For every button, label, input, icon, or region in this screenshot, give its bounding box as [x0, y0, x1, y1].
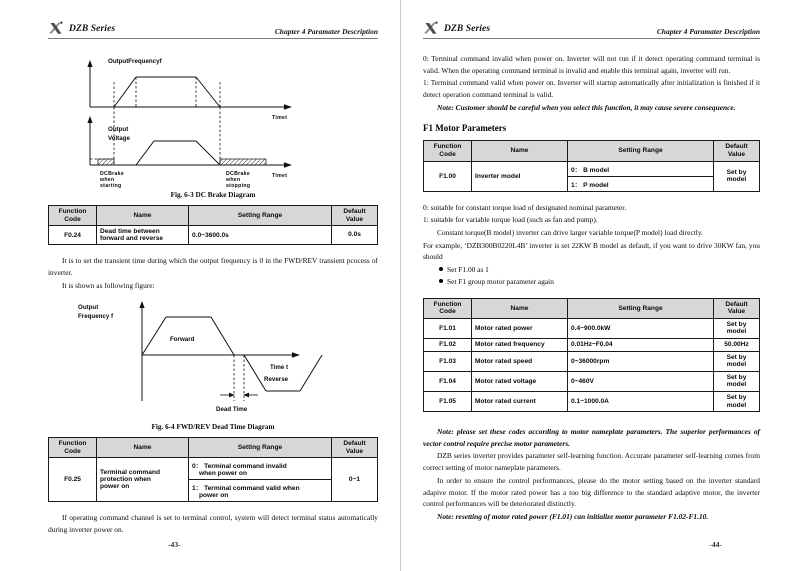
label-brake-stop-3: stopping: [226, 183, 251, 189]
cell-range: 0.1~1000.0A: [568, 391, 714, 411]
cell-name: [97, 226, 189, 245]
label-brake-start-1: DCBrake: [100, 171, 125, 177]
cell-name-l1: Terminal command: [100, 469, 160, 477]
label-output-voltage-1: Output: [108, 126, 129, 133]
header-default-value: [714, 298, 760, 318]
figure-dc-brake-caption: Fig. 6-3 DC Brake Diagram: [170, 191, 256, 199]
cell-name: Motor rated speed: [472, 351, 568, 371]
right-paragraph-5: Constant torque(B model) inverter can drive larger variable torque(P model) load directly.: [437, 227, 703, 237]
header-function-code: [424, 298, 472, 318]
cell-default-l1: Set by: [726, 320, 747, 328]
brand-name-text: DZB Series: [69, 23, 116, 34]
company-logo-icon: [48, 21, 65, 36]
header-default-l1: Default: [343, 440, 366, 448]
cell-default-l2: model: [726, 328, 747, 336]
cell-code: F1.01: [424, 318, 472, 338]
header-function-code-l2: Code: [64, 215, 81, 223]
figure-dead-time-caption: Fig. 6-4 FWD/REV Dead Time Diagram: [151, 423, 275, 432]
cell-code: F1.02: [424, 339, 472, 352]
bullet-item-2: [439, 276, 760, 288]
chapter-title-right: Chapter 4 Paramater Description: [656, 27, 760, 36]
table-header-row: [49, 438, 378, 458]
cell-range-option-0: [189, 458, 332, 480]
cell-range-option-1: [189, 480, 332, 502]
range-option-0-l2: when power on: [199, 470, 247, 478]
cell-default: 50.00Hz: [714, 339, 760, 352]
right-paragraph-8: In order to ensure the control performances, please do the motor setting based on the inverter standard adapive motor. If the motor rated power has a too big difference to the standard adaptive motor, the inverter control performances will be deteriorated distinctly.: [423, 475, 760, 509]
header-function-code: [49, 438, 97, 458]
header-function-code-l2: Code: [64, 447, 81, 455]
header-default-value: [714, 141, 760, 161]
header-function-code-l1: Function: [433, 143, 462, 151]
cell-default-l2: model: [726, 361, 747, 369]
header-default-l2: Value: [345, 215, 364, 223]
cell-range-option-0: 0： B model: [568, 161, 714, 176]
header-function-code-l1: Function: [433, 300, 462, 308]
header-default-l2: Value: [727, 308, 746, 316]
label-dead-time: Dead Time: [216, 406, 248, 414]
header-setting-range: Setting Range: [189, 206, 332, 226]
right-paragraph-6: For example, ‘DZB300B0220L4B’ inverter is set 22KW B model as default, if you want to drive 30KW fan, you should: [423, 240, 760, 262]
table-row: [424, 391, 760, 411]
cell-default-l2: model: [726, 176, 747, 184]
right-note-3: Note: resetting of motor rated power (F1.01) can initialize motor parameter F1.02-F1.10.: [437, 511, 709, 521]
label-output-frequency: OutputFrequencyf: [108, 58, 162, 65]
cell-default: [714, 351, 760, 371]
cell-name: Motor rated current: [472, 391, 568, 411]
bullet-item-1: [439, 264, 760, 276]
right-note-2: Note: please set these codes according to motor nameplate parameters. The superior performances of vector control require precise motor parameters.: [423, 427, 760, 448]
right-note-1: Note: Customer should be careful when you select this function, it may cause severe consequence.: [437, 102, 736, 112]
table-f100: [423, 140, 760, 191]
cell-code: F1.05: [424, 391, 472, 411]
table-row: [424, 351, 760, 371]
brand-logo: [48, 21, 115, 36]
header-function-code: [49, 206, 97, 226]
brand-name-text: DZB Series: [444, 23, 491, 34]
table-row: [424, 371, 760, 391]
right-paragraph-7: DZB series inverter provides parameter self-learning function. Accurate parameter self-learning comes from correct setting of motor nameplate parameters.: [423, 451, 760, 473]
label-output-2: Frequency f: [78, 313, 114, 321]
header-setting-range: Setting Range: [568, 298, 714, 318]
header-default-l1: Default: [725, 143, 748, 151]
cell-code: F0.24: [49, 226, 97, 245]
right-paragraph-2: 1: Terminal command valid when power on. Inverter will startup automatically after initialization is finished if it detect operation command terminal is valid.: [423, 78, 760, 100]
cell-default: [714, 161, 760, 191]
cell-default-l1: Set by: [726, 373, 747, 381]
cell-name: Inverter model: [472, 161, 568, 191]
cell-name-l2: forward and reverse: [100, 235, 164, 243]
left-paragraph-3: If operating command channel is set to terminal control, system will detect terminal status automatically during inverter power on.: [48, 513, 378, 535]
header-name: Name: [97, 438, 189, 458]
table-header-row: [424, 298, 760, 318]
section-heading-f1: F1 Motor Parameters: [423, 123, 507, 134]
cell-default-l1: Set by: [726, 353, 747, 361]
cell-name-l2: protection when: [100, 476, 151, 484]
cell-name-l1: Dead time between: [100, 228, 160, 236]
header-default-value: [332, 438, 378, 458]
header-function-code-l1: Function: [58, 208, 87, 215]
page-right: [400, 0, 800, 571]
bullet-dot-icon: [439, 279, 443, 283]
table-motor-parameters: [423, 298, 760, 412]
cell-code: F0.25: [49, 458, 97, 502]
range-option-0-l1: 0： Terminal command invalid: [192, 463, 287, 471]
header-setting-range: Setting Range: [189, 438, 332, 458]
header-name: Name: [472, 298, 568, 318]
table-row: [49, 226, 378, 245]
page-header-left: [48, 14, 378, 39]
table-header-row: [49, 206, 378, 226]
bullet-item-1-label: Set F1.00 as 1: [447, 265, 489, 275]
left-paragraph-2: It is shown as following figure:: [62, 280, 155, 290]
figure-dead-time: [48, 293, 378, 431]
cell-default: 0.0s: [332, 226, 378, 245]
bullet-dot-icon: [439, 267, 443, 271]
cell-code: F1.00: [424, 161, 472, 191]
cell-name: Motor rated voltage: [472, 371, 568, 391]
cell-range: 0.4~900.0kW: [568, 318, 714, 338]
table-row: [424, 318, 760, 338]
range-option-1-l2: power on: [199, 492, 229, 500]
table-row: [424, 339, 760, 352]
cell-range-option-1: 1： P model: [568, 176, 714, 191]
header-function-code-l1: Function: [58, 440, 87, 448]
table-f024: [48, 205, 378, 245]
header-function-code-l2: Code: [439, 151, 456, 159]
label-brake-stop-2: when: [226, 177, 241, 183]
header-default-l2: Value: [727, 151, 746, 159]
range-option-1-l1: 1： Terminal command valid when: [192, 485, 300, 493]
header-default-value: [332, 206, 378, 226]
cell-name: Motor rated power: [472, 318, 568, 338]
cell-default-l2: model: [726, 401, 747, 409]
cell-default: [714, 318, 760, 338]
table-header-row: [424, 141, 760, 161]
company-logo-icon: [423, 21, 440, 36]
label-forward: Forward: [170, 336, 195, 344]
cell-name: Motor rated frequency: [472, 339, 568, 352]
label-brake-stop-1: DCBrake: [226, 171, 251, 177]
cell-default: [714, 371, 760, 391]
cell-default: [714, 391, 760, 411]
page-number-left: -43-: [168, 540, 181, 549]
page-header-right: [423, 14, 760, 39]
cell-default-l2: model: [726, 381, 747, 389]
table-row: [49, 458, 378, 480]
label-brake-start-2: when: [100, 177, 115, 183]
header-function-code: [424, 141, 472, 161]
cell-default-l1: Set by: [726, 393, 747, 401]
header-default-l1: Default: [343, 208, 366, 215]
right-paragraph-4: 1: suitable for variable torque load (such as fan and pump).: [423, 215, 598, 225]
label-time-upper: Timet: [272, 115, 288, 121]
cell-name-l3: power on: [100, 483, 130, 491]
chapter-title-left: Chapter 4 Paramater Description: [274, 27, 378, 36]
header-default-l1: Default: [725, 300, 748, 308]
cell-default-l1: Set by: [726, 168, 747, 176]
cell-default: 0~1: [332, 458, 378, 502]
table-f025: [48, 437, 378, 502]
header-name: Name: [97, 206, 189, 226]
cell-range: 0.01Hz~F0.04: [568, 339, 714, 352]
cell-range: 0~460V: [568, 371, 714, 391]
right-paragraph-1: 0: Terminal command invalid when power on. Inverter will not run if it detect operating command terminal is valid. When the operating command terminal is invalid and enable this terminal again, inverter will run.: [423, 54, 760, 75]
label-reverse: Reverse: [264, 376, 289, 384]
brand-logo: [423, 21, 490, 36]
left-paragraph-1: It is to set the transient time during which the output frequency is 0 in the FWD/REV transient pcocess of inverter.: [48, 256, 378, 277]
table-row: [424, 161, 760, 176]
header-name: Name: [472, 141, 568, 161]
figure-dc-brake: [48, 49, 378, 199]
cell-code: F1.03: [424, 351, 472, 371]
label-output-voltage-2: Voltage: [108, 135, 130, 142]
cell-code: F1.04: [424, 371, 472, 391]
header-function-code-l2: Code: [439, 308, 456, 316]
cell-range: 0.0~3600.0s: [189, 226, 332, 245]
cell-name: [97, 458, 189, 502]
label-time-axis: Time t: [270, 364, 289, 372]
label-brake-start-3: starting: [100, 183, 122, 189]
header-default-l2: Value: [345, 447, 364, 455]
label-output-1: Output: [78, 304, 99, 312]
label-time-lower: Timet: [272, 173, 288, 179]
bullet-item-2-label: Set F1 group motor parameter again: [447, 276, 554, 286]
page-number-right: -44-: [709, 540, 722, 549]
cell-range: 0~36000rpm: [568, 351, 714, 371]
header-setting-range: Setting Range: [568, 141, 714, 161]
right-paragraph-3: 0: suitable for constant torque load of designated nominal parameter.: [423, 202, 627, 212]
